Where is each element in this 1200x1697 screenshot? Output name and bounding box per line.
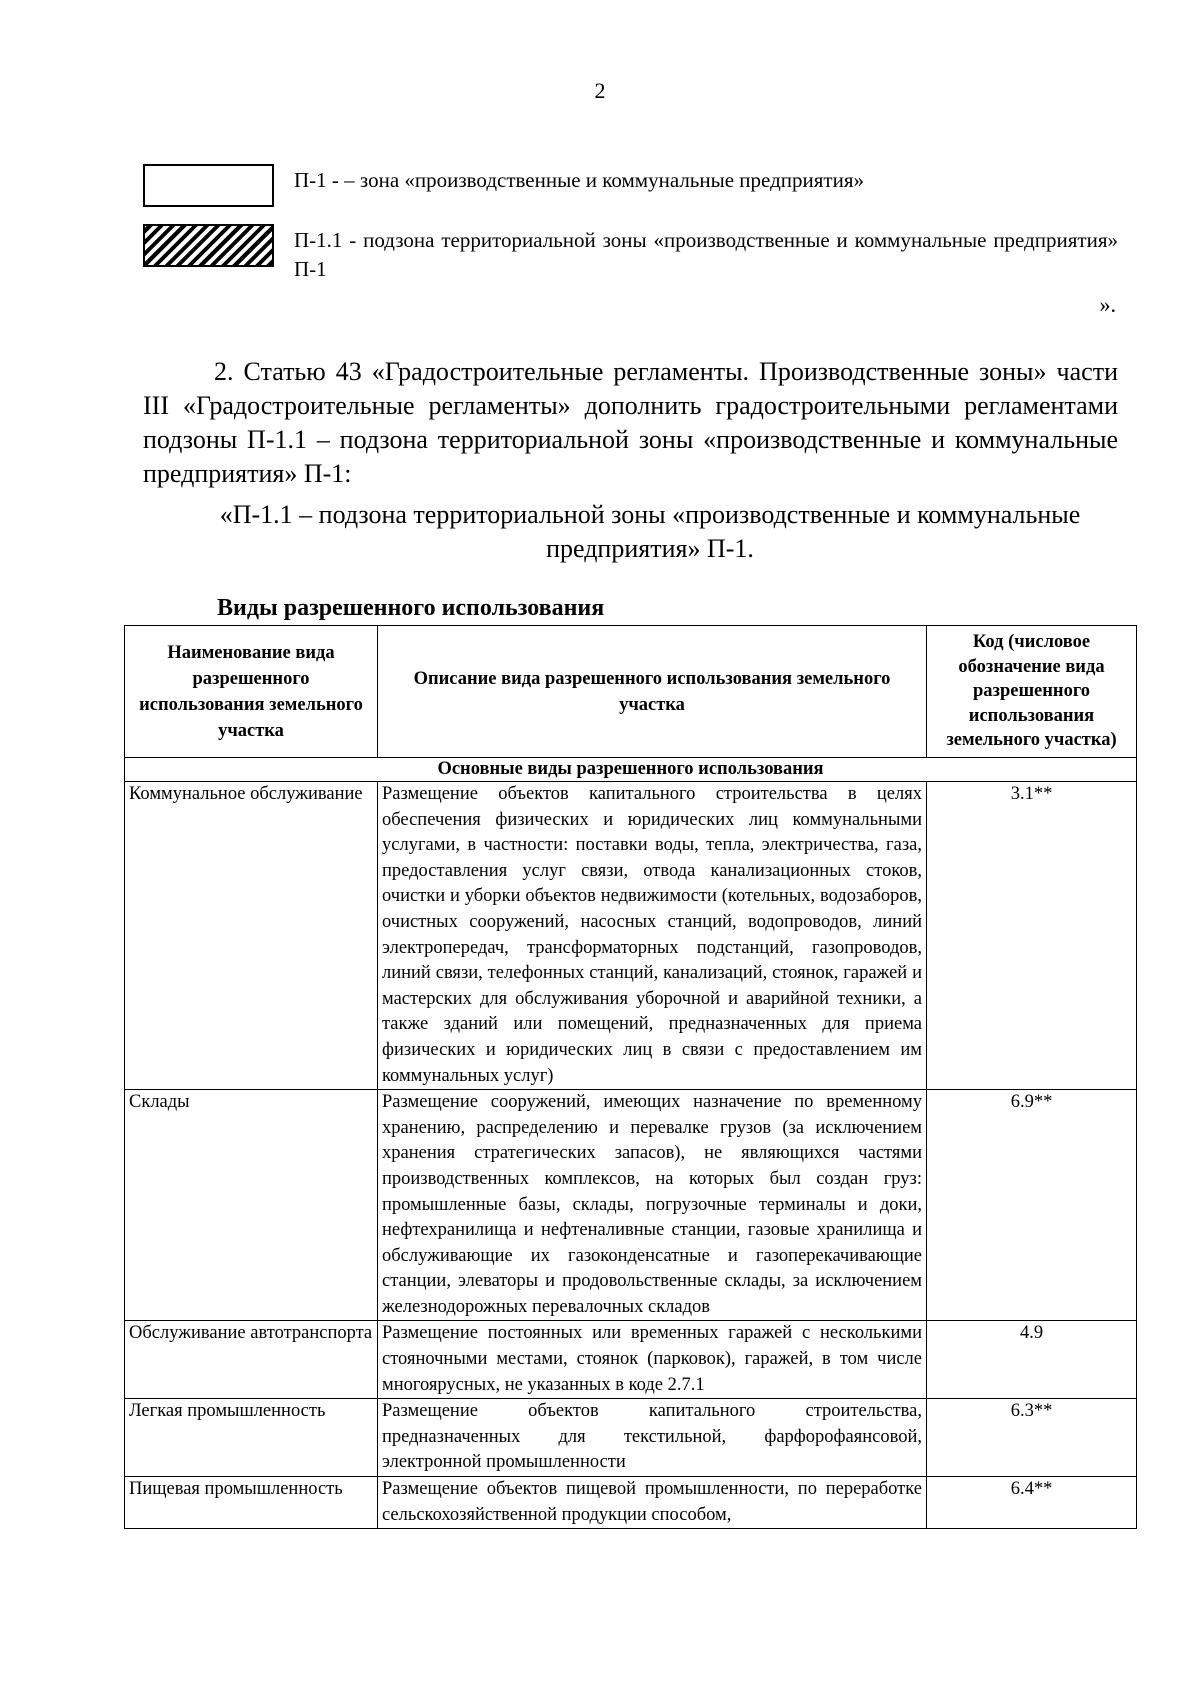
use-code: 3.1** [927,782,1137,1090]
legend-text-p1-1: П-1.1 - подзона территориальной зоны «производственные и коммунальные предприятия» П-1 [294,228,1118,281]
use-code: 6.9** [927,1090,1137,1321]
legend-symbol-hatched [143,224,274,267]
use-name: Обслуживание автотранспорта [125,1321,378,1399]
section-heading: Виды разрешенного использования [217,595,605,621]
use-code: 6.3** [927,1399,1137,1477]
use-description: Размещение объектов капитального строительства в целях обеспечения физических и юридических лиц коммунальными услугами, в частности: поставки воды, тепла, электричества, газа, предоставления услуг связи, отвода канализационных стоков, очистки и уборки объектов недвижимости (котельных, водозаборов, очистных сооружений, насосных станций, водопроводов, линий электропередач, трансформаторных подстанций, газопроводов, линий связи, телефонных станций, канализаций, стоянок, гаражей и мастерских для обслуживания уборочной и аварийной техники, а также зданий или помещений, предназначенных для приема физических и юридических лиц в связи с предоставлением им коммунальных услуг) [378,782,927,1090]
use-name: Коммунальное обслуживание [125,782,378,1090]
use-name: Легкая промышленность [125,1399,378,1477]
legend-symbol-blank [143,164,274,207]
table-row [125,1477,1137,1529]
subzone-title: «П-1.1 – подзона территориальной зоны «производственные и коммунальные предприятия» П-1. [219,500,1081,563]
legend-text-p1: П-1 - – зона «производственные и коммунальные предприятия» [294,168,864,192]
use-description: Размещение объектов пищевой промышленности, по переработке сельскохозяйственной продукции способом, [378,1477,927,1529]
permitted-uses-table [124,625,1137,1529]
table-header-row [125,626,1137,758]
section-title-row [125,758,1137,782]
use-description: Размещение объектов капитального строительства, предназначенных для текстильной, фарфорофаянсовой, электронной промышленности [378,1399,927,1477]
page-number: 2 [594,78,606,103]
header-name: Наименование вида разрешенного использования земельного участка [125,626,378,758]
table-row [125,1399,1137,1477]
use-description: Размещение сооружений, имеющих назначение по временному хранению, распределению и перевалке грузов (за исключением хранения стратегических запасов), не являющихся частями производственных комплексов, на которых был создан груз: промышленные базы, склады, погрузочные терминалы и доки, нефтехранилища и нефтеналивные станции, газовые хранилища и обслуживающие их газоконденсатные и газоперекачивающие станции, элеваторы и продовольственные склады, за исключением железнодорожных перевалочных складов [378,1090,927,1321]
table-row [125,1321,1137,1399]
use-name: Склады [125,1090,378,1321]
use-code: 6.4** [927,1477,1137,1529]
table-row [125,1090,1137,1321]
header-description: Описание вида разрешенного использования земельного участка [378,626,927,758]
header-code: Код (числовое обозначение вида разрешенного использования земельного участка) [927,626,1137,758]
table-row [125,782,1137,1090]
use-description: Размещение постоянных или временных гаражей с несколькими стояночными местами, стоянок (парковок), гаражей, в том числе многоярусных, не указанных в коде 2.7.1 [378,1321,927,1399]
closing-quote: ». [1099,292,1116,317]
use-name: Пищевая промышленность [125,1477,378,1529]
amendment-paragraph: 2. Статью 43 «Градостроительные регламенты. Производственные зоны» части III «Градостроительные регламенты» дополнить градостроительными регламентами подзоны П-1.1 – подзона территориальной зоны «производственные и коммунальные предприятия» П-1: [143,357,1118,488]
section-title: Основные виды разрешенного использования [125,758,1137,782]
use-code: 4.9 [927,1321,1137,1399]
